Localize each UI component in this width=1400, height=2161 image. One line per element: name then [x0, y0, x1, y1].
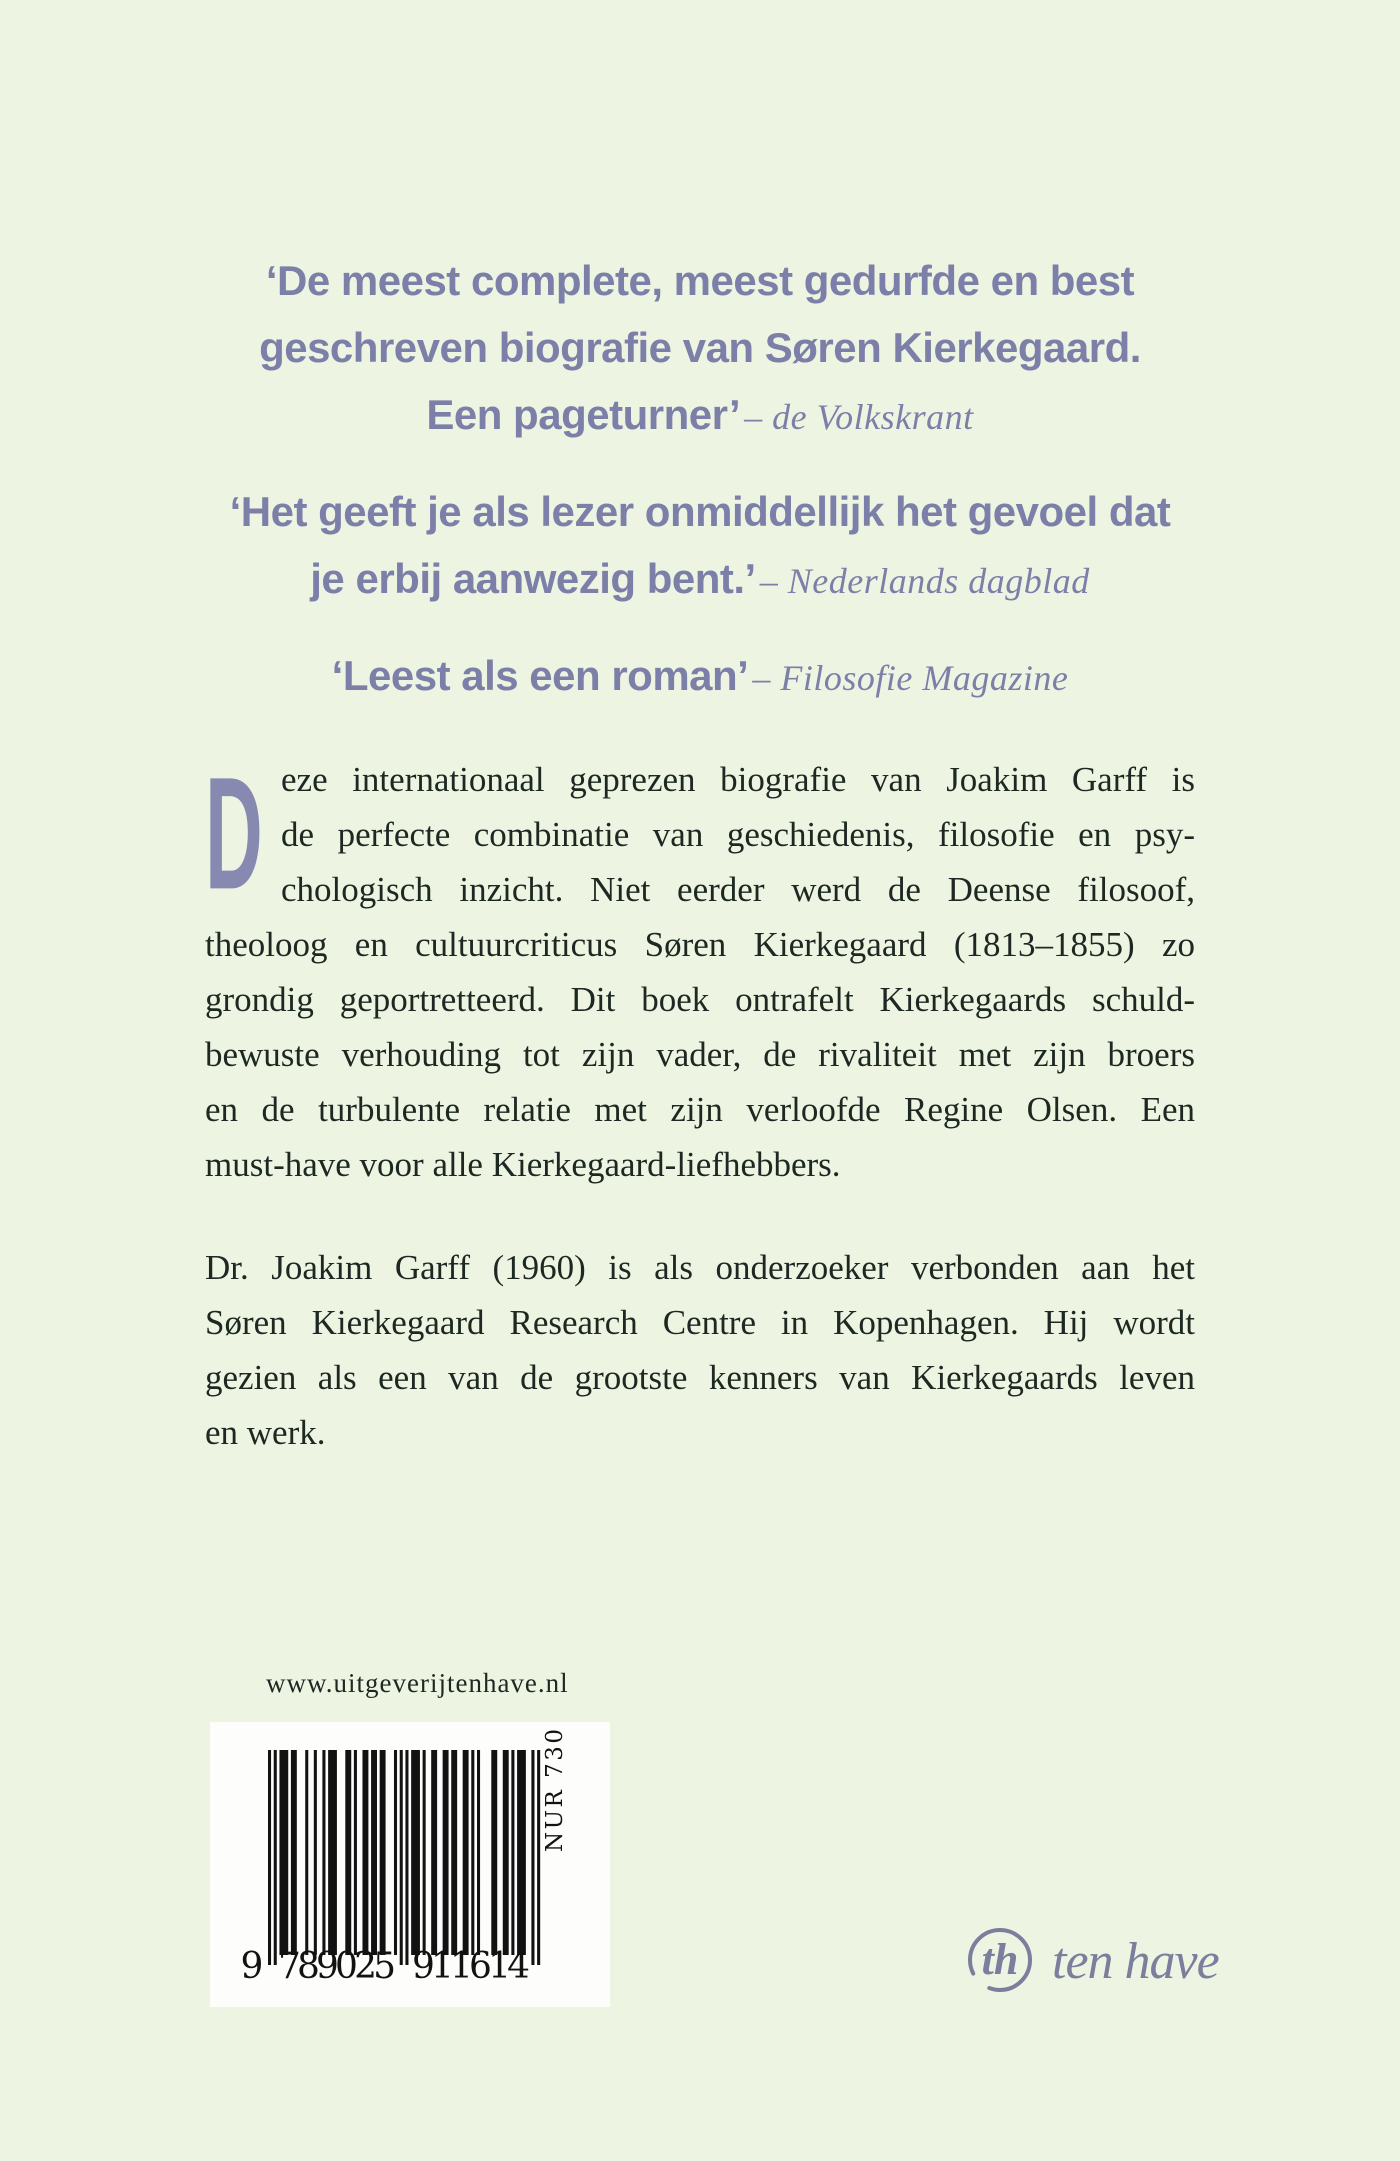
isbn-digit-left: 9: [240, 1946, 264, 1987]
description-paragraph: [205, 744, 1195, 1192]
press-quotes-section: [0, 252, 1400, 744]
description-line: de perfecte combinatie van geschiedenis, filosofie en psy-: [281, 815, 1195, 854]
quote-line: ‘De meest complete, meest gedurfde en best: [265, 257, 1135, 304]
quote-line: ‘Het geeft je als lezer onmiddellijk het gevoel dat: [229, 488, 1171, 535]
description-line: bewuste verhouding tot zijn vader, de rivaliteit met zijn broers: [205, 1035, 1195, 1074]
press-quote-filosofie-magazine: [0, 647, 1400, 714]
logo-monogram: th: [981, 1935, 1019, 1984]
description-line: theoloog en cultuurcriticus Søren Kierkegaard (1813–1855) zo: [205, 925, 1195, 964]
description-line: grondig geportretteerd. Dit boek ontrafelt Kierkegaards schuld-: [205, 980, 1195, 1019]
author-bio-paragraph: [205, 1240, 1195, 1460]
quote-source: – Nederlands dagblad: [759, 561, 1090, 601]
isbn-digit-group-2: 911614: [412, 1946, 530, 1987]
press-quote-volkskrant: [0, 252, 1400, 453]
quote-line: ‘Leest als een roman’: [331, 652, 749, 699]
bio-line: Dr. Joakim Garff (1960) is als onderzoeker verbonden aan het: [205, 1248, 1195, 1287]
nur-code-label: NUR 730: [542, 1726, 568, 1852]
quote-source: – Filosofie Magazine: [752, 658, 1069, 698]
description-line: must-have voor alle Kierkegaard-liefhebbers.: [205, 1145, 841, 1184]
bio-line: gezien als een van de grootste kenners van Kierkegaards leven: [205, 1358, 1195, 1397]
description-line: chologisch inzicht. Niet eerder werd de Deense filosoof,: [281, 870, 1195, 909]
publisher-website-url: www.uitgeverijtenhave.nl: [266, 1668, 569, 1698]
quote-line: je erbij aanwezig bent.’: [310, 555, 756, 602]
bio-line: Søren Kierkegaard Research Centre in Kopenhagen. Hij wordt: [205, 1303, 1195, 1342]
publisher-name: ten have: [1052, 1933, 1219, 1990]
isbn-digit-group-1: 789025: [278, 1946, 396, 1987]
quote-source: – de Volkskrant: [744, 397, 974, 437]
drop-cap: D: [205, 744, 263, 923]
description-line: en de turbulente relatie met zijn verloofde Regine Olsen. Een: [205, 1090, 1195, 1129]
barcode-panel: [210, 1722, 610, 2007]
quote-line: geschreven biografie van Søren Kierkegaard.: [259, 324, 1141, 371]
quote-line: Een pageturner’: [426, 391, 741, 438]
bio-line: en werk.: [205, 1413, 326, 1452]
description-line: eze internationaal geprezen biografie van Joakim Garff is: [281, 760, 1195, 799]
publisher-logo: [956, 1916, 1256, 2000]
press-quote-nederlands-dagblad: [0, 483, 1400, 617]
ean13-barcode: [210, 1722, 610, 2007]
